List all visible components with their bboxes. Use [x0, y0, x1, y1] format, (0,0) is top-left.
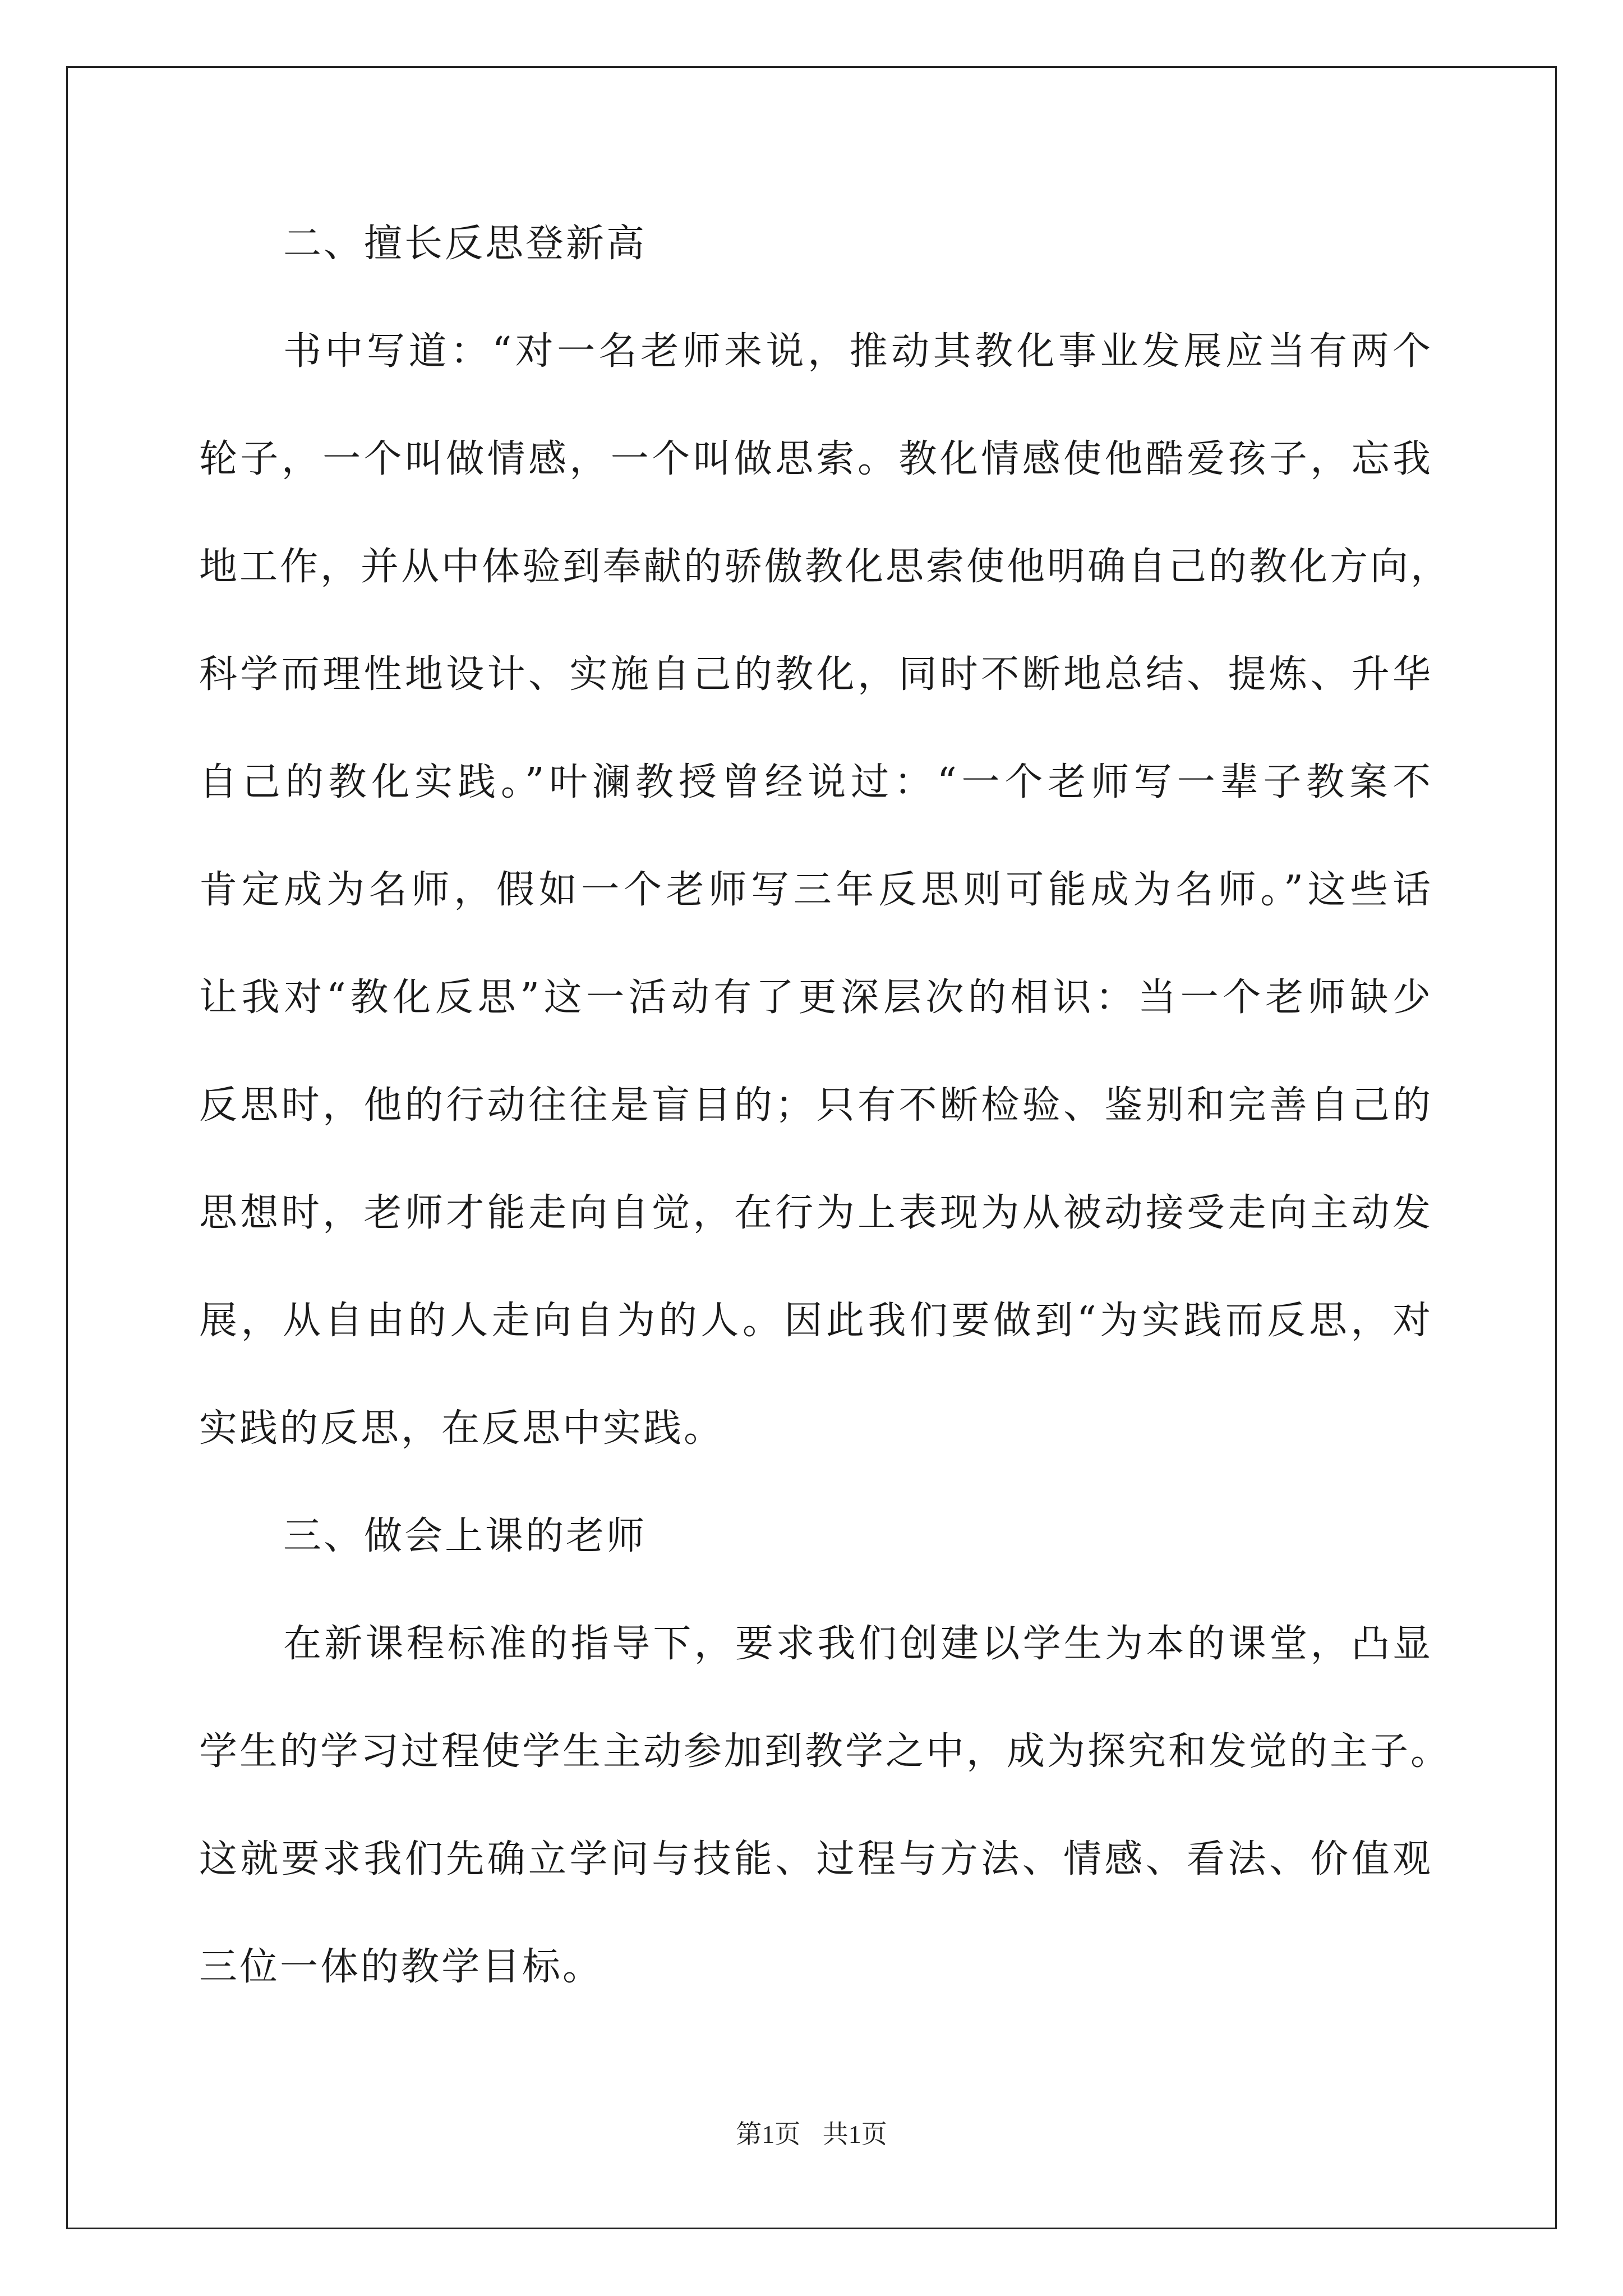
- page-number-total: 共1页: [822, 2120, 887, 2148]
- paragraph-line: 书中写道：“对一名老师来说，推动其教化事业发展应当有两个: [283, 329, 1433, 374]
- paragraph-line: 展，从自由的人走向自为的人。因此我们要做到“为实践而反思，对: [199, 1299, 1433, 1343]
- paragraph-line: 思想时，老师才能走向自觉，在行为上表现为从被动接受走向主动发: [199, 1191, 1433, 1235]
- paragraph-line: 科学而理性地设计、实施自己的教化，同时不断地总结、提炼、升华: [199, 652, 1433, 697]
- paragraph-line: 这就要求我们先确立学问与技能、过程与方法、情感、看法、价值观: [199, 1837, 1433, 1881]
- section-heading-2: 二、擅长反思登新高: [283, 222, 647, 266]
- paragraph-line: 反思时，他的行动往往是盲目的；只有不断检验、鉴别和完善自己的: [199, 1083, 1433, 1128]
- paragraph-2: [199, 1613, 1451, 2044]
- paragraph-line: 轮子，一个叫做情感，一个叫做思索。教化情感使他酷爱孩子，忘我: [199, 437, 1433, 481]
- page-footer: [0, 2118, 1623, 2151]
- paragraph-1: [199, 321, 1451, 1506]
- paragraph-line: 三位一体的教学目标。: [199, 1945, 603, 1989]
- section-heading-3: 三、做会上课的老师: [283, 1514, 647, 1558]
- document-body: [199, 213, 1451, 2044]
- paragraph-line: 让我对“教化反思”这一活动有了更深层次的相识：当一个老师缺少: [199, 976, 1433, 1020]
- paragraph-line: 学生的学习过程使学生主动参加到教学之中，成为探究和发觉的主子。: [199, 1729, 1451, 1774]
- page-number-current: 第1页: [736, 2120, 801, 2148]
- paragraph-line: 自己的教化实践。”叶澜教授曾经说过：“一个老师写一辈子教案不: [199, 760, 1433, 804]
- paragraph-line: 在新课程标准的指导下，要求我们创建以学生为本的课堂，凸显: [283, 1622, 1433, 1666]
- paragraph-line: 地工作，并从中体验到奉献的骄傲教化思索使他明确自己的教化方向，: [199, 545, 1451, 589]
- paragraph-line: 肯定成为名师，假如一个老师写三年反思则可能成为名师。”这些话: [199, 868, 1433, 912]
- paragraph-line: 实践的反思，在反思中实践。: [199, 1406, 725, 1451]
